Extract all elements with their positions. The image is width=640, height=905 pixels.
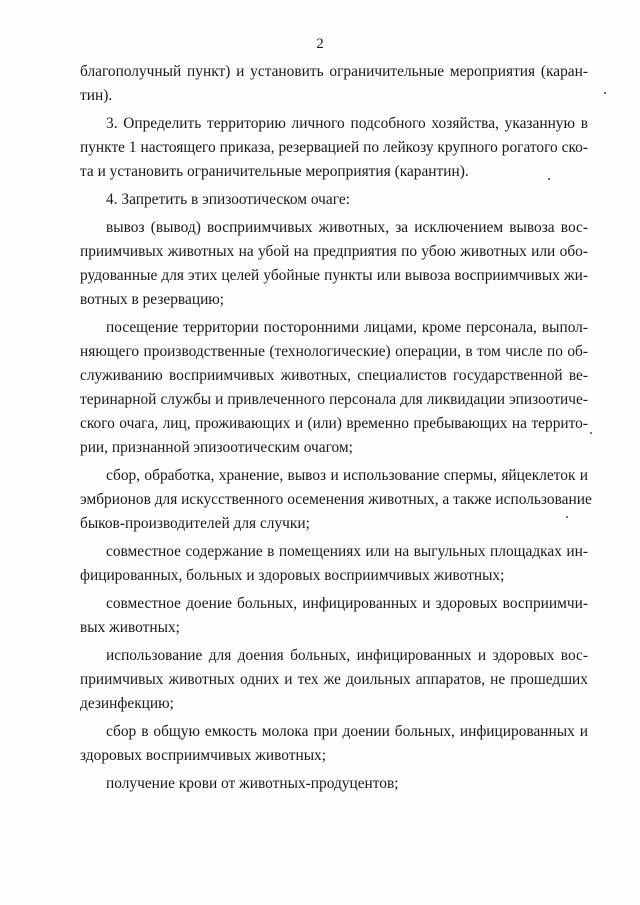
text-line: приимчивых животных одних и тех же доильных аппаратов, не прошедших (80, 671, 588, 688)
text-line: тин). (80, 87, 113, 104)
paragraph (80, 112, 588, 184)
text-line: использование для доения больных, инфицированных и здоровых вос- (106, 647, 588, 664)
text-line: вых животных; (80, 619, 180, 636)
paragraph (80, 188, 588, 212)
text-line: ского очага, лиц, проживающих и (или) временно пребывающих на террито- (80, 415, 588, 432)
text-line: эмбрионов для искусственного осеменения животных, а также использование (80, 491, 592, 508)
text-line: фицированных, больных и здоровых восприимчивых животных; (80, 567, 505, 584)
text-line: служиванию восприимчивых животных, специалистов государственной ве- (80, 367, 588, 384)
text-line: вывоз (вывод) восприимчивых животных, за исключением вывоза вос- (106, 219, 588, 236)
paragraph (80, 772, 588, 796)
text-line: здоровых восприимчивых животных; (80, 747, 327, 764)
scan-speck (590, 432, 592, 434)
text-line: посещение территории посторонними лицами, кроме персонала, выпол- (106, 319, 588, 336)
text-line: рии, признанной эпизоотическим очагом; (80, 439, 353, 456)
paragraph (80, 464, 592, 536)
text-line: совместное содержание в помещениях или на выгульных площадках ин- (106, 543, 588, 560)
paragraph (80, 60, 588, 108)
text-line: быков-производителей для случки; (80, 515, 310, 532)
text-line: сбор, обработка, хранение, вывоз и использование спермы, яйцеклеток и (106, 467, 588, 484)
paragraph (80, 540, 588, 588)
text-line: няющего производственные (технологические) операции, в том числе по об- (80, 343, 588, 360)
text-line: приимчивых животных на убой на предприятия по убою животных или обо- (80, 243, 588, 260)
text-line: вотных в резервацию; (80, 291, 225, 308)
text-line: совместное доение больных, инфицированных и здоровых восприимчи- (106, 595, 588, 612)
page-number: 2 (316, 36, 324, 52)
text-line: сбор в общую емкость молока при доении больных, инфицированных и (106, 723, 588, 740)
text-line: рудованные для этих целей убойные пункты или вывоза восприимчивых жи- (80, 267, 588, 284)
text-line: пункте 1 настоящего приказа, резервацией по лейкозу крупного рогатого ско- (80, 139, 588, 156)
text-line: дезинфекцию; (80, 695, 174, 712)
text-line: теринарной службы и привлеченного персонала для ликвидации эпизоотиче- (80, 391, 588, 408)
paragraph (80, 644, 588, 716)
document-body (80, 60, 592, 800)
paragraph (80, 592, 588, 640)
scan-speck (548, 178, 550, 180)
paragraph (80, 216, 588, 312)
text-line: получение крови от животных-продуцентов; (106, 775, 399, 792)
paragraph (80, 720, 588, 768)
paragraph (80, 316, 588, 460)
text-line: 3. Определить территорию личного подсобного хозяйства, указанную в (106, 115, 588, 132)
scan-speck (604, 92, 606, 94)
text-line: 4. Запретить в эпизоотическом очаге: (106, 191, 350, 208)
text-line: та и установить ограничительные мероприятия (карантин). (80, 163, 469, 180)
text-line: благополучный пункт) и установить ограничительные мероприятия (каран- (80, 63, 588, 80)
scan-speck (566, 516, 568, 518)
